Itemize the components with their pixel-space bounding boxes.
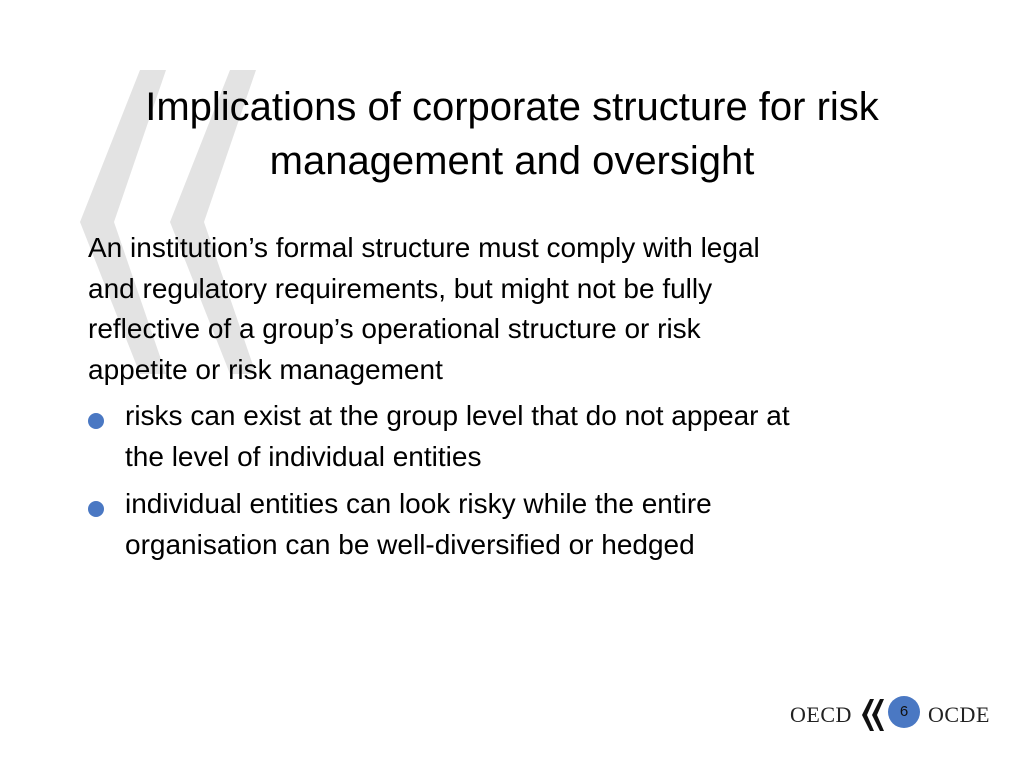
slide-body <box>88 228 958 572</box>
bullet-item <box>88 484 958 565</box>
logo-text-oecd: OECD <box>790 702 852 727</box>
bullet-line: risks can exist at the group level that do not appear at <box>125 400 790 431</box>
bullet-line: individual entities can look risky while the entire <box>125 488 712 519</box>
bullet-item <box>88 396 958 477</box>
lead-line: An institution’s formal structure must comply with legal <box>88 232 760 263</box>
lead-paragraph <box>88 228 958 390</box>
oecd-chevrons-icon <box>860 697 886 733</box>
bullet-line: the level of individual entities <box>125 440 482 472</box>
logo-text-ocde: OCDE <box>928 702 990 727</box>
title-line: Implications of corporate structure for risk <box>145 85 879 129</box>
bullet-dot-icon <box>88 413 104 429</box>
lead-line: reflective of a group’s operational structure or risk <box>88 313 701 344</box>
page-number: 6 <box>888 696 920 728</box>
oecd-logo <box>786 694 996 736</box>
title-line: management and oversight <box>269 139 755 183</box>
lead-line: and regulatory requirements, but might not be fully <box>88 272 713 304</box>
slide-title <box>60 80 964 188</box>
bullet-line: organisation can be well-diversified or hedged <box>125 528 695 560</box>
bullet-dot-icon <box>88 501 104 517</box>
bullet-list <box>88 396 958 565</box>
lead-line: appetite or risk management <box>88 353 443 385</box>
